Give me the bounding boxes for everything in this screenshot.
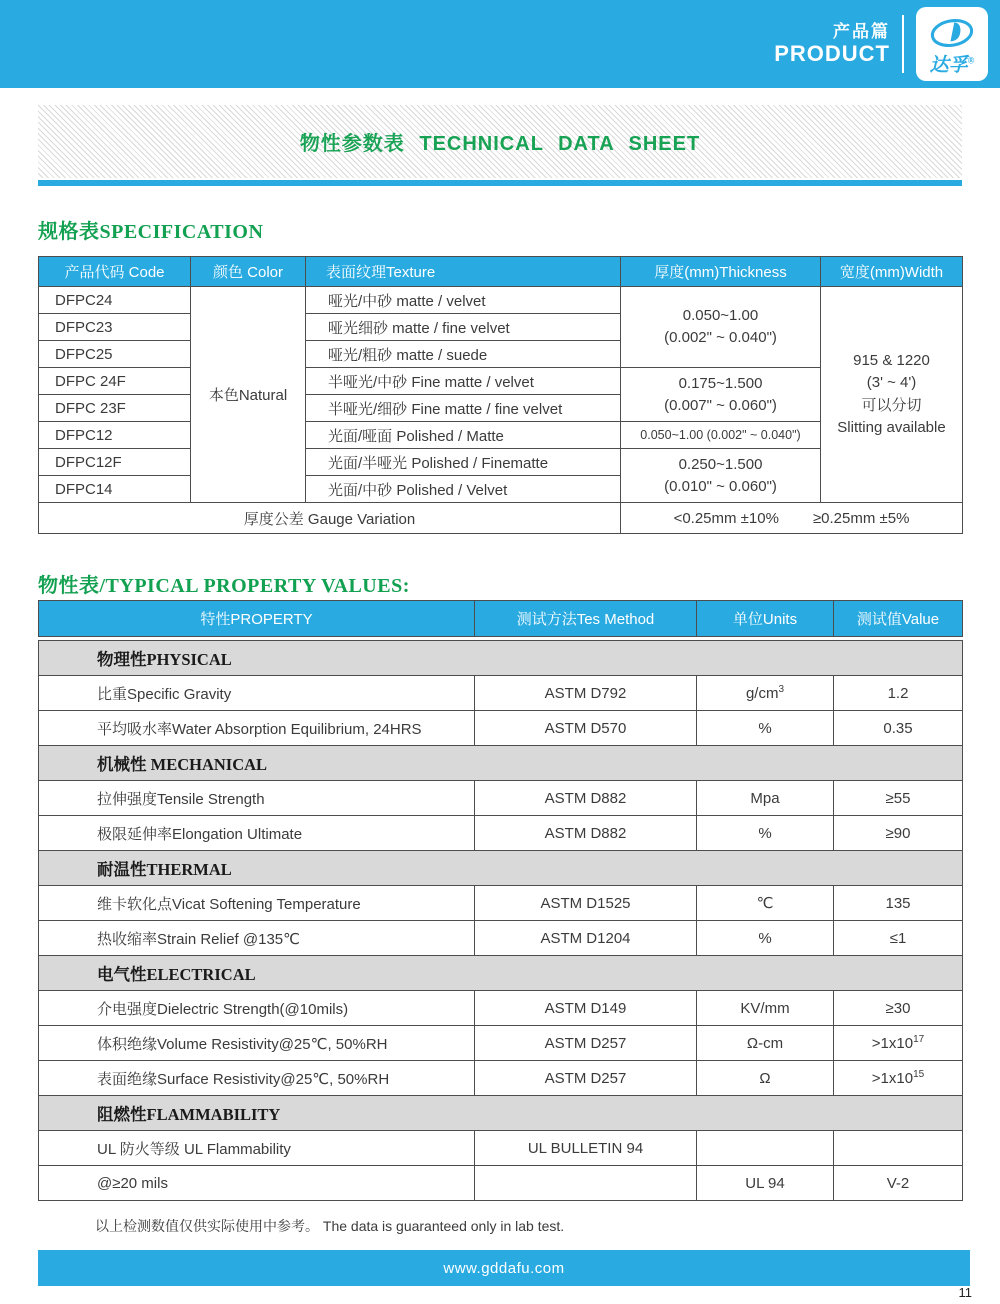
spec-row — [39, 287, 963, 314]
properties-header-row — [38, 600, 963, 637]
test-method: ASTM D570 — [475, 711, 697, 746]
value-cell: ≤1 — [834, 921, 963, 956]
value-cell: ≥90 — [834, 816, 963, 851]
property-row — [39, 781, 963, 816]
section-row-mechanical: 机械性 MECHANICAL — [39, 746, 963, 781]
page-number: 11 — [958, 1285, 972, 1300]
property-row — [39, 1131, 963, 1166]
property-name: 体积绝缘Volume Resistivity@25℃, 50%RH — [39, 1026, 475, 1061]
texture-cell: 光面/中砂 Polished / Velvet — [306, 476, 621, 503]
spec-col-code: 产品代码 Code — [39, 257, 191, 287]
value-cell: 0.35 — [834, 711, 963, 746]
product-code: DFPC25 — [39, 341, 191, 368]
page-title: 物性参数表 TECHNICAL DATA SHEET — [299, 133, 701, 155]
value-cell — [834, 1131, 963, 1166]
texture-cell: 哑光细砂 matte / fine velvet — [306, 314, 621, 341]
section-row-flammability: 阻燃性FLAMMABILITY — [39, 1096, 963, 1131]
thickness-cell: 0.050~1.00 (0.002" ~ 0.040") — [621, 287, 821, 368]
product-code: DFPC24 — [39, 287, 191, 314]
property-row — [39, 886, 963, 921]
units-cell: % — [697, 711, 834, 746]
test-method: ASTM D257 — [475, 1061, 697, 1096]
texture-cell: 哑光/中砂 matte / velvet — [306, 287, 621, 314]
product-code: DFPC 23F — [39, 395, 191, 422]
value-superscript: 15 — [913, 1069, 925, 1080]
properties-heading: 物性表/TYPICAL PROPERTY VALUES: — [38, 575, 410, 597]
property-name: UL 防火等级 UL Flammability — [39, 1131, 475, 1166]
website-url: www.gddafu.com — [443, 1259, 565, 1277]
props-col-property: 特性PROPERTY — [39, 601, 475, 637]
property-row — [39, 991, 963, 1026]
units-cell: % — [697, 816, 834, 851]
texture-cell: 光面/哑面 Polished / Matte — [306, 422, 621, 449]
accent-rule — [38, 180, 962, 186]
thickness-cell: 0.050~1.00 (0.002" ~ 0.040") — [621, 422, 821, 449]
section-label-en: PRODUCT — [774, 41, 890, 67]
spec-col-width: 宽度(mm)Width — [821, 257, 963, 287]
units-cell: Ω-cm — [697, 1026, 834, 1061]
props-col-value: 测试值Value — [834, 601, 963, 637]
product-code: DFPC12 — [39, 422, 191, 449]
section-row-physical: 物理性PHYSICAL — [39, 641, 963, 676]
thickness-cell: 0.175~1.500 (0.007" ~ 0.060") — [621, 368, 821, 422]
property-row — [39, 1166, 963, 1201]
property-name: 介电强度Dielectric Strength(@10mils) — [39, 991, 475, 1026]
title-banner — [38, 105, 962, 178]
units-cell: Mpa — [697, 781, 834, 816]
registered-mark: ® — [967, 55, 975, 66]
spec-col-color: 颜色 Color — [191, 257, 306, 287]
gauge-variation-values: <0.25mm ±10% ≥0.25mm ±5% — [621, 503, 963, 534]
test-method: ASTM D1204 — [475, 921, 697, 956]
property-row — [39, 816, 963, 851]
section-row-thermal: 耐温性THERMAL — [39, 851, 963, 886]
units-cell: $g/cm^3$ — [697, 676, 834, 711]
value-cell: 1.2 — [834, 676, 963, 711]
value-cell: ≥30 — [834, 991, 963, 1026]
test-method: ASTM D149 — [475, 991, 697, 1026]
brand-logo — [916, 7, 988, 81]
product-code: DFPC14 — [39, 476, 191, 503]
property-row — [39, 711, 963, 746]
property-name: @≥20 mils — [39, 1166, 475, 1201]
value-superscript: 17 — [913, 1034, 925, 1045]
texture-cell: 半哑光/中砂 Fine matte / velvet — [306, 368, 621, 395]
gauge-variation-label: 厚度公差 Gauge Variation — [39, 503, 621, 534]
property-name: 热收缩率Strain Relief @135℃ — [39, 921, 475, 956]
units-cell: % — [697, 921, 834, 956]
top-header-bar — [0, 0, 1000, 88]
value-cell: $>1x10^{15}$ — [834, 1061, 963, 1096]
test-method: ASTM D792 — [475, 676, 697, 711]
spec-header-row — [39, 257, 963, 287]
property-name: 比重Specific Gravity — [39, 676, 475, 711]
units-cell: KV/mm — [697, 991, 834, 1026]
section-label — [774, 22, 890, 67]
header-divider-line — [902, 15, 904, 73]
test-method: ASTM D1525 — [475, 886, 697, 921]
disclaimer-note: 以上检测数值仅供实际使用中参考。 The data is guaranteed only in lab test. — [95, 1218, 565, 1234]
props-col-method: 测试方法Tes Method — [475, 601, 697, 637]
value-cell: 135 — [834, 886, 963, 921]
props-col-units: 单位Units — [697, 601, 834, 637]
texture-cell: 哑光/粗砂 matte / suede — [306, 341, 621, 368]
section-label-cn: 产品篇 — [833, 21, 890, 41]
property-row — [39, 921, 963, 956]
product-code: DFPC 24F — [39, 368, 191, 395]
product-code: DFPC23 — [39, 314, 191, 341]
unit-superscript: 3 — [778, 684, 785, 695]
units-cell — [697, 1131, 834, 1166]
properties-table — [38, 640, 963, 1201]
test-method: ASTM D257 — [475, 1026, 697, 1061]
property-name: 极限延伸率Elongation Ultimate — [39, 816, 475, 851]
thickness-cell: 0.250~1.500 (0.010" ~ 0.060") — [621, 449, 821, 503]
units-cell: Ω — [697, 1061, 834, 1096]
property-row — [39, 676, 963, 711]
brand-logo-text: 达孚® — [929, 55, 975, 76]
width-cell: 915 & 1220 (3' ~ 4') 可以分切 Slitting available — [821, 287, 963, 503]
value-cell: $>1x10^{17}$ — [834, 1026, 963, 1061]
value-cell: V-2 — [834, 1166, 963, 1201]
property-name: 维卡软化点Vicat Softening Temperature — [39, 886, 475, 921]
units-cell: UL 94 — [697, 1166, 834, 1201]
footer-bar — [38, 1250, 970, 1286]
specification-table — [38, 256, 963, 534]
section-row-electrical: 电气性ELECTRICAL — [39, 956, 963, 991]
texture-cell: 光面/半哑光 Polished / Finematte — [306, 449, 621, 476]
spec-col-thickness: 厚度(mm)Thickness — [621, 257, 821, 287]
test-method: ASTM D882 — [475, 781, 697, 816]
units-cell: ℃ — [697, 886, 834, 921]
property-name: 拉伸强度Tensile Strength — [39, 781, 475, 816]
gauge-variation-row — [39, 503, 963, 534]
texture-cell: 半哑光/细砂 Fine matte / fine velvet — [306, 395, 621, 422]
property-row — [39, 1026, 963, 1061]
dafu-logo-icon — [929, 17, 975, 54]
property-name: 表面绝缘Surface Resistivity@25℃, 50%RH — [39, 1061, 475, 1096]
specification-heading: 规格表SPECIFICATION — [38, 221, 264, 243]
spec-col-texture: 表面纹理Texture — [306, 257, 621, 287]
test-method: ASTM D882 — [475, 816, 697, 851]
test-method: UL BULLETIN 94 — [475, 1131, 697, 1166]
value-cell: ≥55 — [834, 781, 963, 816]
test-method — [475, 1166, 697, 1201]
property-row — [39, 1061, 963, 1096]
property-name: 平均吸水率Water Absorption Equilibrium, 24HRS — [39, 711, 475, 746]
product-code: DFPC12F — [39, 449, 191, 476]
color-cell: 本色Natural — [191, 287, 306, 503]
